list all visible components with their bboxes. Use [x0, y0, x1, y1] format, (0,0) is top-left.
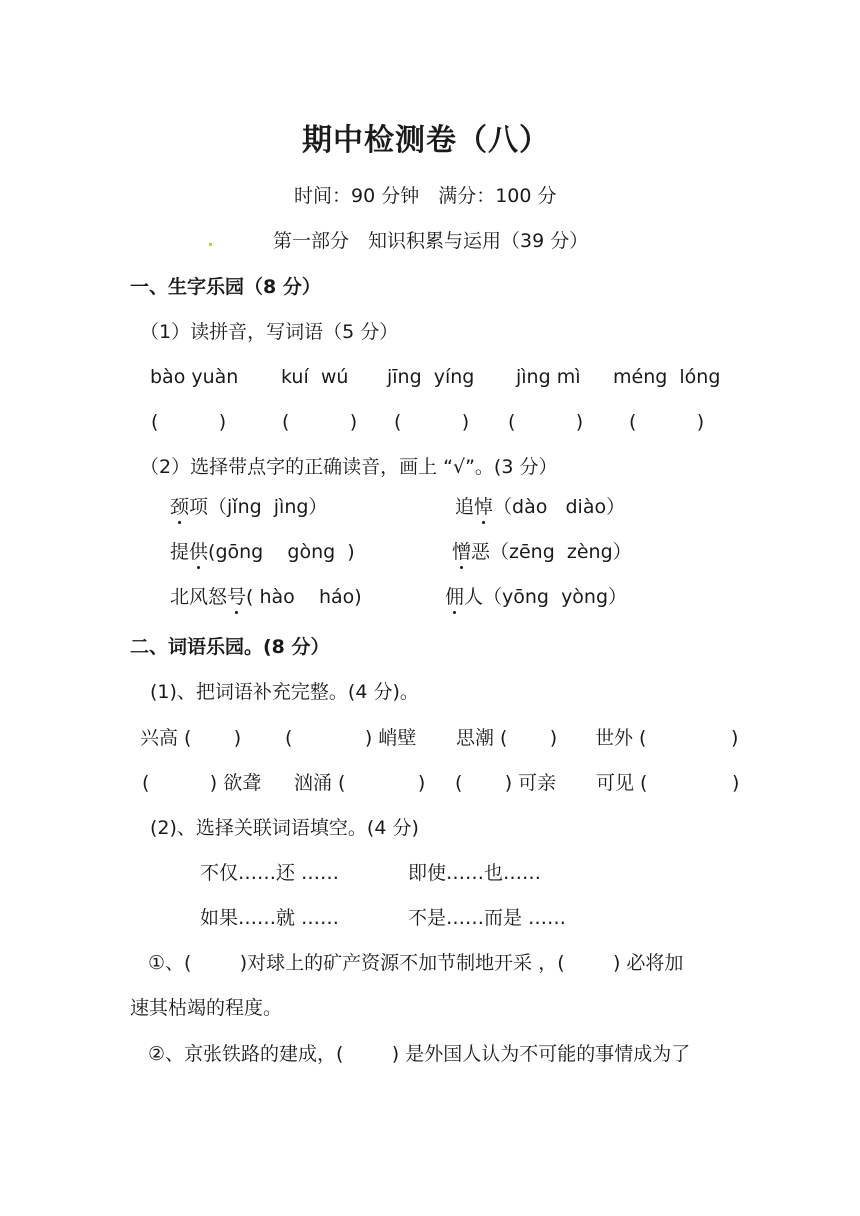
q2-title: （2）选择带点字的正确读音，画上 “√”。(3 分）: [140, 456, 558, 478]
answer-blank[interactable]: ( ): [282, 411, 358, 433]
idiom-blank[interactable]: 可见 ( ): [596, 772, 740, 794]
dotted-char: 号: [227, 586, 247, 608]
part-one-heading: 第一部分 知识积累与运用（39 分）: [273, 230, 589, 252]
conjunction-option: 不是……而是 ……: [408, 907, 567, 929]
conjunction-option: 如果……就 ……: [200, 907, 340, 929]
answer-blank[interactable]: ( ): [629, 411, 705, 433]
idiom-blank[interactable]: 思潮 ( ): [456, 727, 558, 749]
idiom-blank[interactable]: 世外 ( ): [595, 727, 739, 749]
reading-item[interactable]: 憎恶（zēng zèng）: [452, 541, 632, 563]
answer-blank[interactable]: ( ): [394, 411, 470, 433]
dotted-char: 供: [189, 541, 209, 563]
reading-item[interactable]: 北风怒号( hào háo): [170, 586, 362, 608]
s2-q2-title: (2)、选择关联词语填空。(4 分): [150, 817, 419, 839]
sentence-2-line-1[interactable]: ②、京张铁路的建成，( ) 是外国人认为不可能的事情成为了: [148, 1043, 691, 1065]
idiom-blank[interactable]: ( ) 可亲: [455, 772, 557, 794]
idiom-blank[interactable]: 兴高 ( ): [140, 727, 242, 749]
page-title: 期中检测卷（八）: [302, 123, 550, 158]
reading-item[interactable]: 追悼（dào diào）: [455, 496, 626, 518]
pinyin-2: kuí wú: [281, 366, 349, 388]
pinyin-5: méng lóng: [613, 366, 721, 388]
reading-item[interactable]: 颈项（jǐng jìng）: [170, 496, 328, 518]
idiom-blank[interactable]: ( ) 峭壁: [285, 727, 417, 749]
pinyin-4: jìng mì: [516, 366, 581, 388]
idiom-blank[interactable]: 汹涌 ( ): [294, 772, 426, 794]
time-info: 时间：90 分钟 满分：100 分: [294, 185, 557, 207]
section1-heading: 一、生字乐园（8 分）: [130, 276, 321, 298]
answer-blank[interactable]: ( ): [508, 411, 584, 433]
dotted-char: 颈: [170, 496, 190, 518]
sentence-1-line-1[interactable]: ①、( )对球上的矿产资源不加节制地开采 ，( ) 必将加: [148, 952, 684, 974]
pinyin-1: bào yuàn: [150, 366, 239, 388]
conjunction-option: 即使……也……: [408, 862, 542, 884]
dotted-char: 佣: [445, 586, 465, 608]
marker-dot: [209, 243, 212, 246]
idiom-blank[interactable]: ( ) 欲聋: [142, 772, 262, 794]
reading-item[interactable]: 佣人（yōng yòng）: [445, 586, 628, 608]
reading-item[interactable]: 提供(gōng gòng ): [170, 541, 355, 563]
sentence-1-line-2: 速其枯竭的程度。: [130, 997, 283, 1019]
q1-title: （1）读拼音，写词语（5 分）: [140, 321, 399, 343]
answer-blank[interactable]: ( ): [151, 411, 227, 433]
section2-heading: 二、词语乐园。(8 分）: [130, 636, 330, 658]
conjunction-option: 不仅……还 ……: [200, 862, 340, 884]
s2-q1-title: (1)、把词语补充完整。(4 分)。: [150, 681, 419, 703]
dotted-char: 憎: [452, 541, 472, 563]
dotted-char: 悼: [474, 496, 494, 518]
pinyin-3: jīng yíng: [387, 366, 475, 388]
